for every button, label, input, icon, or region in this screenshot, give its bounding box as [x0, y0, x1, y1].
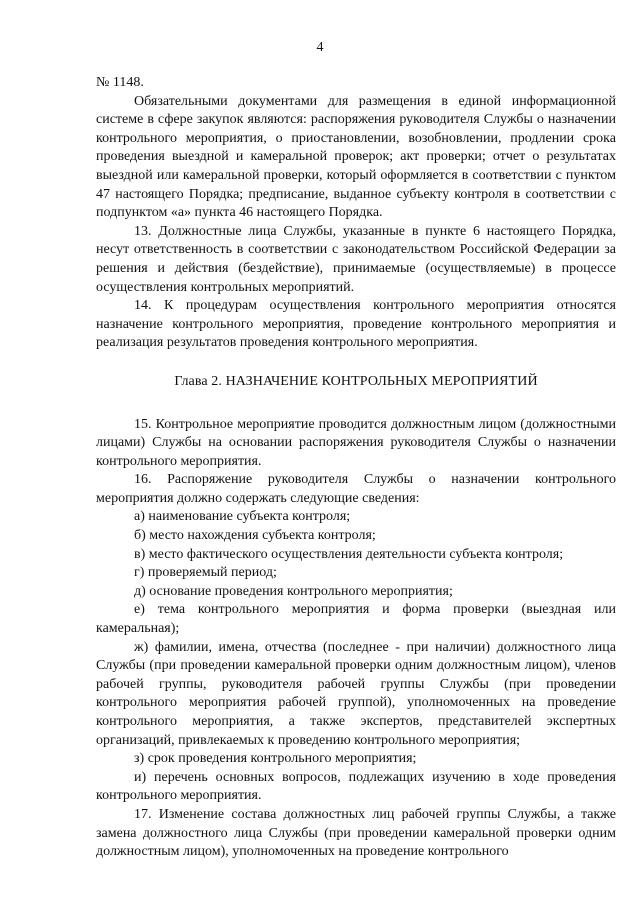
list-item-d: д) основание проведения контрольного мероприятия; [134, 583, 453, 599]
paragraph-14: 14. К процедурам осуществления контрольного мероприятия относятся назначение контрольного мероприятия, проведение контрольного мероприятия и реализация результатов проведения контрольного мероприятия. [96, 298, 616, 351]
paragraph-continuation: № 1148. [96, 75, 144, 90]
list-item-g: г) проверяемый период; [134, 565, 277, 581]
paragraph-16: 16. Распоряжение руководителя Службы о назначении контрольного мероприятия должно содержать следующие сведения: [96, 472, 616, 506]
list-item-zh: ж) фамилии, имена, отчества (последнее - при наличии) должностного лица Службы (при проведении камеральной проверки одним должностным лицом), членов рабочей группы, руководителя рабочей группы Службы (при проведении контрольного мероприятия рабочей группой), уполномоченных на проведение контрольного мероприятия, а также экспертов, представителей экспертных организаций, привлекаемых к проведению контрольного мероприятия; [96, 639, 616, 748]
list-item-e: е) тема контрольного мероприятия и форма проверки (выездная или камеральная); [96, 602, 616, 637]
list-item-b: б) место нахождения субъекта контроля; [134, 528, 376, 544]
document-body [96, 74, 616, 862]
list-item-i: и) перечень основных вопросов, подлежащих изучению в ходе проведения контрольного мероприятия. [96, 769, 616, 804]
list-item-v: в) место фактического осуществления деятельности субъекта контроля; [134, 546, 564, 562]
list-item-a: а) наименование субъекта контроля; [134, 509, 351, 525]
paragraph-17: 17. Изменение состава должностных лиц рабочей группы Службы, а также замена должностного лица Службы (при проведении камеральной проверки одним должностным лицом), уполномоченных на проведение контрольного [96, 806, 616, 860]
paragraph-mandatory-documents: Обязательными документами для размещения в единой информационной системе в сфере закупок являются: распоряжения руководителя Службы о назначении контрольного мероприятия, о приостановлении, возобновлении, продлении срока проведения выездной и камеральной проверок; акт проверки; отчет о результатах выездной или камеральной проверки, который оформляется в соответствии с пунктом 47 настоящего Порядка; предписание, выданное субъекту контроля в соответствии с подпунктом «а» пункта 46 настоящего Порядка. [96, 93, 616, 221]
page-number: 4 [316, 40, 324, 55]
paragraph-15: 15. Контрольное мероприятие проводится должностным лицом (должностными лицами) Службы на основании распоряжения руководителя Службы о назначении контрольного мероприятия. [96, 416, 616, 469]
list-item-z: з) срок проведения контрольного мероприятия; [134, 751, 417, 767]
paragraph-13: 13. Должностные лица Службы, указанные в пункте 6 настоящего Порядка, несут ответственность в соответствии с законодательством Российской Федерации за решения и действия (бездействие), принимаемые (осуществляемые) в процессе осуществления контрольных мероприятий. [96, 223, 616, 295]
chapter-heading: Глава 2. НАЗНАЧЕНИЕ КОНТРОЛЬНЫХ МЕРОПРИЯТИЙ [174, 373, 538, 389]
